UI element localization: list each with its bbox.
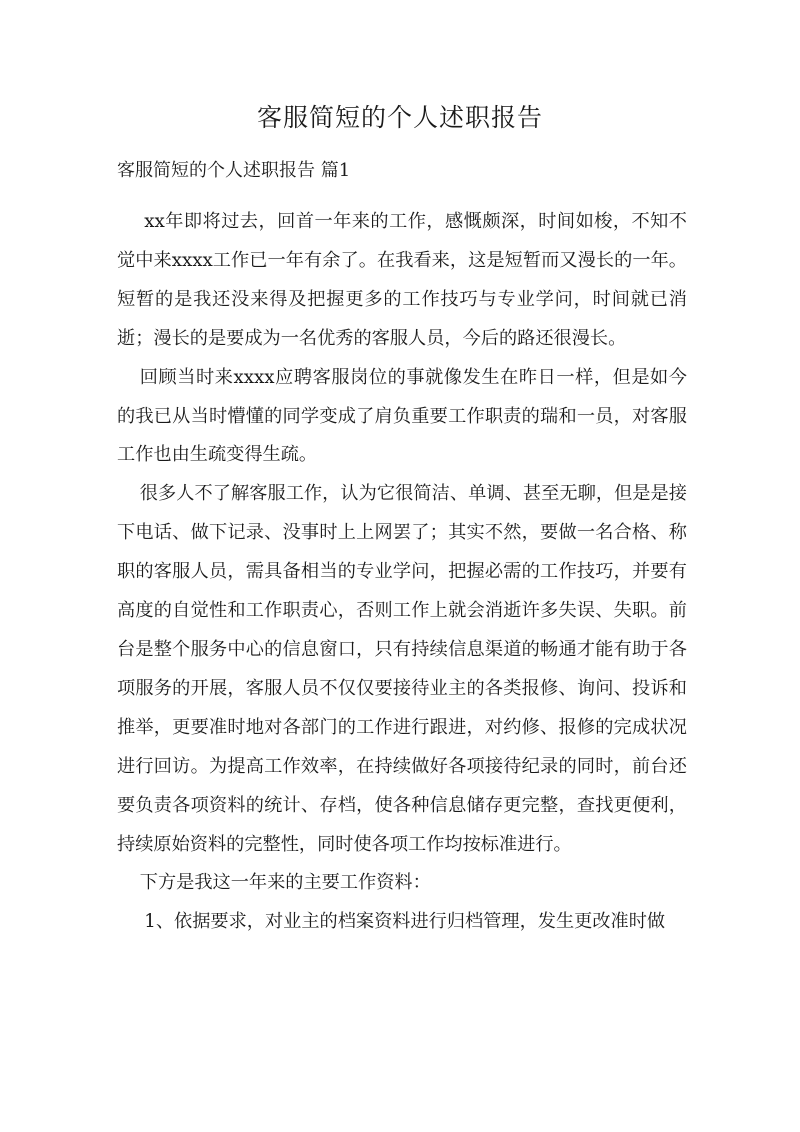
paragraph-duties: 很多人不了解客服工作，认为它很简洁、单调、甚至无聊，但是是接下电话、做下记录、没事时上上网罢了；其实不然，要做一名合格、称职的客服人员，需具备相当的专业学问，把握必需的工作技巧，并要有高度的自觉性和工作职责心，否则工作上就会消逝许多失误、失职。前台是整个服务中心的信息窗口，只有持续信息渠道的畅通才能有助于各项服务的开展，客服人员不仅仅要接待业主的各类报修、询问、投诉和推举，更要准时地对各部门的工作进行跟进，对约修、报修的完成状况进行回访。为提高工作效率，在持续做好各项接待纪录的同时，前台还要负责各项资料的统计、存档，使各种信息储存更完整，查找更便利，持续原始资料的完整性，同时使各项工作均按标准进行。 bbox=[117, 483, 687, 855]
section-heading: 客服简短的个人述职报告 篇1 bbox=[117, 160, 351, 181]
document-body bbox=[117, 153, 687, 942]
paragraph-intro: xx年即将过去，回首一年来的工作，感慨颇深，时间如梭，不知不觉中来xxxx工作已一年有余了。在我看来，这是短暂而又漫长的一年。短暂的是我还没来得及把握更多的工作技巧与专业学问，时间就已消逝；漫长的是要成为一名优秀的客服人员，今后的路还很漫长。 bbox=[117, 211, 687, 349]
paragraph-list-item-1: 1、依据要求，对业主的档案资料进行归档管理，发生更改准时做 bbox=[144, 911, 666, 933]
document-title: 客服简短的个人述职报告 bbox=[256, 103, 543, 132]
paragraph-list-intro: 下方是我这一年来的主要工作资料： bbox=[139, 872, 431, 894]
paragraph-recall: 回顾当时来xxxx应聘客服岗位的事就像发生在昨日一样，但是如今的我已从当时懵懂的同学变成了肩负重要工作职责的瑞和一员，对客服工作也由生疏变得生疏。 bbox=[117, 366, 687, 466]
